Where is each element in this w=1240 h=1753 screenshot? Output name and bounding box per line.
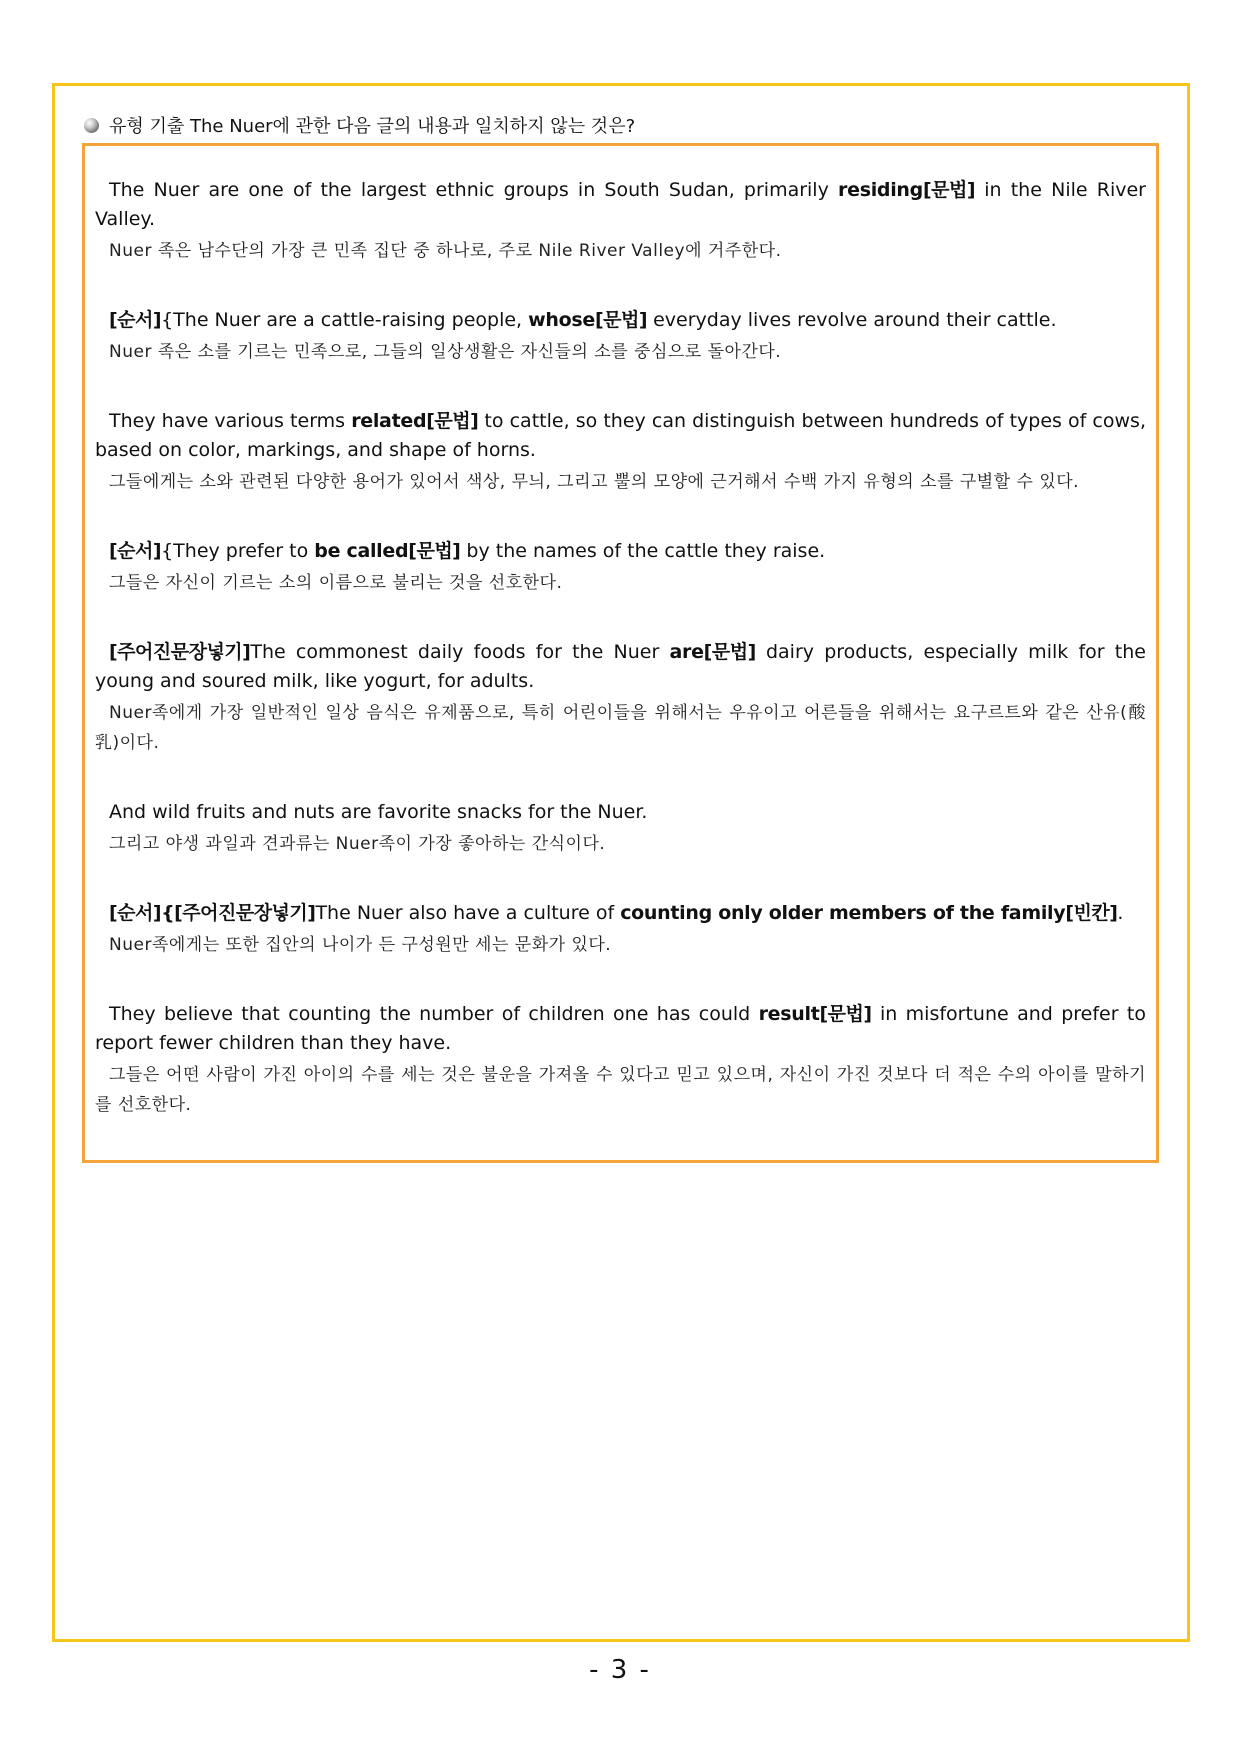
question-header	[84, 112, 635, 138]
english-sentence	[95, 638, 1146, 696]
korean-translation: 그들은 자신이 기르는 소의 이름으로 불리는 것을 선호한다.	[109, 573, 563, 593]
highlighted-word: result	[758, 1003, 820, 1025]
passage-box	[82, 143, 1159, 1163]
insert-sentence-tag: [주어진문장넣기]	[109, 641, 251, 663]
sentence-text: dairy products, especially milk for the young and soured milk, like yogurt, for adults.	[95, 641, 1146, 692]
english-sentence	[95, 798, 1146, 827]
page-number: - 3 -	[589, 1655, 651, 1685]
sentence-text: in misfortune and prefer to report fewer children than they have.	[95, 1003, 1146, 1054]
korean-translation: Nuer 족은 남수단의 가장 큰 민족 집단 중 하나로, 주로 Nile River Valley에 거주한다.	[109, 241, 782, 261]
sentence-text: The Nuer are one of the largest ethnic groups in South Sudan, primarily	[109, 179, 839, 201]
english-sentence	[95, 176, 1146, 234]
sentence-text: The Nuer also have a culture of	[315, 902, 621, 924]
bullet-sphere-icon	[84, 118, 99, 133]
paragraph-3	[95, 407, 1146, 497]
highlighted-phrase: counting only older members of the family	[620, 902, 1066, 924]
english-sentence	[95, 1000, 1146, 1058]
english-sentence	[95, 899, 1146, 928]
english-sentence	[95, 537, 1146, 566]
paragraph-2	[95, 306, 1146, 367]
order-tag: [순서]	[109, 540, 162, 562]
grammar-tag: [문법]	[426, 410, 479, 432]
paragraph-4	[95, 537, 1146, 598]
sentence-text: {The Nuer are a cattle-raising people,	[161, 309, 529, 331]
sentence-text: .	[1117, 902, 1124, 924]
sentence-text: {They prefer to	[161, 540, 315, 562]
sentence-text: to cattle, so they can distinguish between hundreds of types of cows, based on color, markings, and shape of horns.	[95, 410, 1146, 461]
korean-translation: Nuer 족은 소를 기르는 민족으로, 그들의 일상생활은 자신들의 소를 중심으로 돌아간다.	[109, 342, 782, 362]
blank-tag: [빈칸]	[1065, 902, 1118, 924]
paragraph-8	[95, 1000, 1146, 1120]
sentence-text: They have various terms	[109, 410, 352, 432]
highlighted-word: be called	[314, 540, 409, 562]
sentence-text: The commonest daily foods for the Nuer	[250, 641, 670, 663]
korean-translation: 그들은 어떤 사람이 가진 아이의 수를 세는 것은 불운을 가져올 수 있다고 믿고 있으며, 자신이 가진 것보다 더 적은 수의 아이를 말하기를 선호한다.	[95, 1065, 1146, 1115]
sentence-text: everyday lives revolve around their cattle.	[647, 309, 1057, 331]
grammar-tag: [문법]	[819, 1003, 872, 1025]
highlighted-word: related	[351, 410, 427, 432]
english-sentence	[95, 306, 1146, 335]
order-tag: [순서]	[109, 309, 162, 331]
paragraph-5	[95, 638, 1146, 758]
korean-translation: 그리고 야생 과일과 견과류는 Nuer족이 가장 좋아하는 간식이다.	[109, 834, 606, 854]
highlighted-word: whose	[528, 309, 595, 331]
grammar-tag: [문법]	[408, 540, 461, 562]
order-tag: [순서]	[109, 902, 162, 924]
sentence-text: They believe that counting the number of children one has could	[109, 1003, 759, 1025]
sentence-text: by the names of the cattle they raise.	[460, 540, 826, 562]
insert-sentence-tag: {[주어진문장넣기]	[161, 902, 316, 924]
highlighted-word: are	[669, 641, 704, 663]
korean-translation: 그들에게는 소와 관련된 다양한 용어가 있어서 색상, 무늬, 그리고 뿔의 모양에 근거해서 수백 가지 유형의 소를 구별할 수 있다.	[109, 472, 1080, 492]
korean-translation: Nuer족에게는 또한 집안의 나이가 든 구성원만 세는 문화가 있다.	[109, 935, 612, 955]
paragraph-1	[95, 176, 1146, 266]
paragraph-6	[95, 798, 1146, 859]
korean-translation: Nuer족에게 가장 일반적인 일상 음식은 유제품으로, 특히 어린이들을 위해서는 우유이고 어른들을 위해서는 요구르트와 같은 산유(酸乳)이다.	[95, 703, 1146, 753]
sentence-text: And wild fruits and nuts are favorite snacks for the Nuer.	[109, 801, 648, 823]
question-title: 유형 기출 The Nuer에 관한 다음 글의 내용과 일치하지 않는 것은?	[109, 116, 636, 137]
grammar-tag: [문법]	[703, 641, 756, 663]
sentence-text: in the Nile River Valley.	[95, 179, 1146, 230]
paragraph-7	[95, 899, 1146, 960]
grammar-tag: [문법]	[922, 179, 976, 201]
highlighted-word: residing	[838, 179, 923, 201]
english-sentence	[95, 407, 1146, 465]
grammar-tag: [문법]	[594, 309, 648, 331]
